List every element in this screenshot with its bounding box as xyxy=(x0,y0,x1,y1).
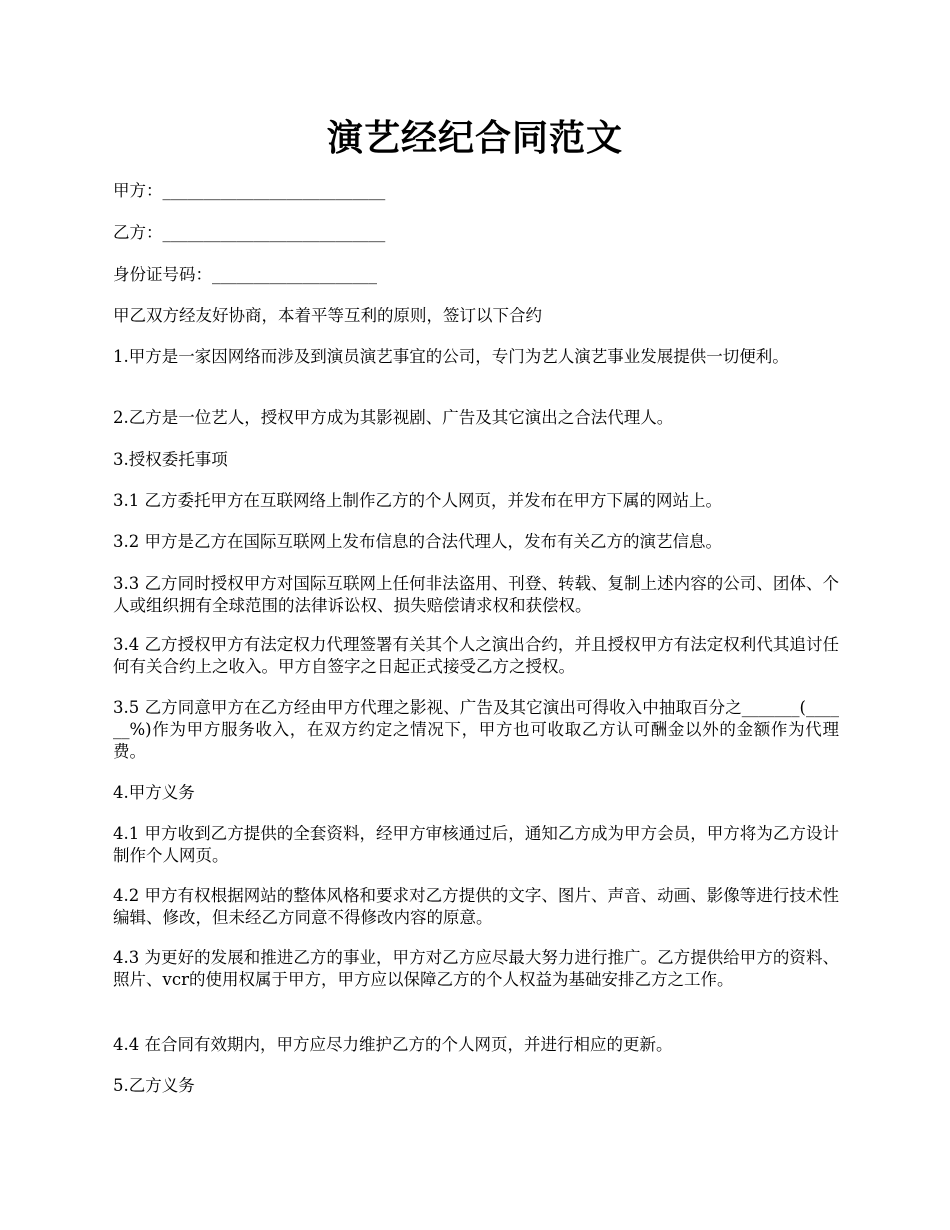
clause-3-2: 3.2 甲方是乙方在国际互联网上发布信息的合法代理人，发布有关乙方的演艺信息。 xyxy=(113,532,722,551)
party-b-line: 乙方：___________________________ xyxy=(113,223,386,242)
clause-4-1: 4.1 甲方收到乙方提供的全套资料，经甲方审核通过后，通知乙方成为甲方会员，甲方将为乙方设计制作个人网页。 xyxy=(113,824,839,865)
id-number-line: 身份证号码：____________________ xyxy=(113,265,377,284)
document-title: 演艺经纪合同范文 xyxy=(326,117,623,159)
clause-3-5: 3.5 乙方同意甲方在乙方经由甲方代理之影视、广告及其它演出可得收入中抽取百分之_______(______%)作为甲方服务收入，在双方约定之情况下，甲方也可收取乙方认可酬金以外的金额作为代理费。 xyxy=(113,698,839,761)
section-4-heading: 4.甲方义务 xyxy=(113,783,195,802)
clause-1: 1.甲方是一家因网络而涉及到演员演艺事宜的公司，专门为艺人演艺事业发展提供一切便利。 xyxy=(113,347,789,366)
clause-4-3: 4.3 为更好的发展和推进乙方的事业，甲方对乙方应尽最大努力进行推广。乙方提供给甲方的资料、照片、vcr的使用权属于甲方，甲方应以保障乙方的个人权益为基础安排乙方之工作。 xyxy=(113,948,839,989)
clause-3-4: 3.4 乙方授权甲方有法定权力代理签署有关其个人之演出合约，并且授权甲方有法定权利代其追讨任何有关合约上之收入。甲方自签字之日起正式接受乙方之授权。 xyxy=(113,635,839,676)
clause-2: 2.乙方是一位艺人，授权甲方成为其影视剧、广告及其它演出之合法代理人。 xyxy=(113,408,674,427)
section-5-heading: 5.乙方义务 xyxy=(113,1076,195,1095)
clause-4-4: 4.4 在合同有效期内，甲方应尽力维护乙方的个人网页，并进行相应的更新。 xyxy=(113,1035,673,1054)
party-a-line: 甲方：___________________________ xyxy=(113,181,386,200)
section-3-heading: 3.授权委托事项 xyxy=(113,450,228,469)
clause-3-3: 3.3 乙方同时授权甲方对国际互联网上任何非法盗用、刊登、转载、复制上述内容的公司、团体、个人或组织拥有全球范围的法律诉讼权、损失赔偿请求权和获偿权。 xyxy=(113,574,839,615)
clause-3-1: 3.1 乙方委托甲方在互联网络上制作乙方的个人网页，并发布在甲方下属的网站上。 xyxy=(113,491,722,510)
clause-4-2: 4.2 甲方有权根据网站的整体风格和要求对乙方提供的文字、图片、声音、动画、影像等进行技术性编辑、修改，但未经乙方同意不得修改内容的原意。 xyxy=(113,886,839,927)
preamble-paragraph: 甲乙双方经友好协商，本着平等互利的原则，签订以下合约 xyxy=(113,306,542,325)
